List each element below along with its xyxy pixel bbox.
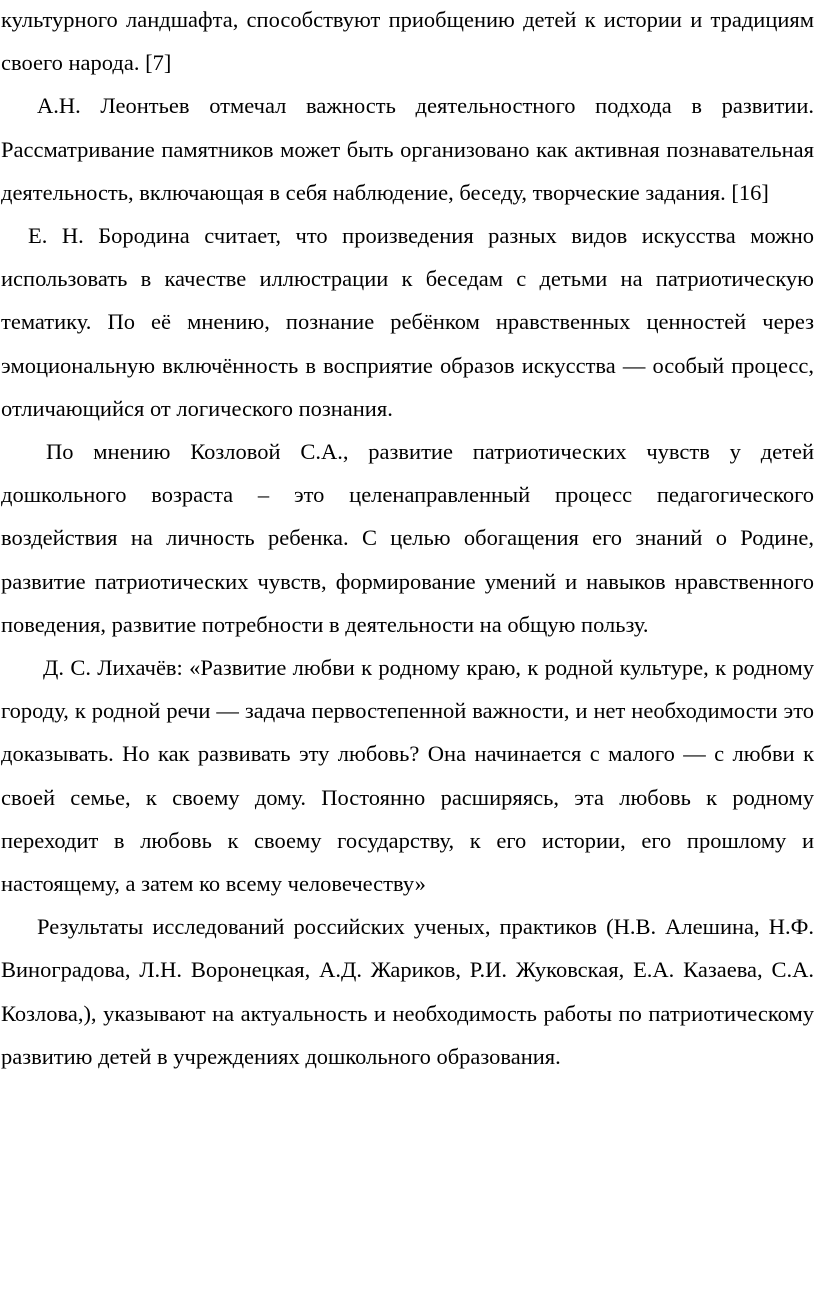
paragraph-leontiev: А.Н. Леонтьев отмечал важность деятельностного подхода в развитии. Рассматривание памятников может быть организовано как активная познавательная деятельность, включающая в себя наблюдение, беседу, творческие задания. [16] — [1, 93, 814, 205]
paragraph-kozlova: По мнению Козловой С.А., развитие патриотических чувств у детей дошкольного возраста – это целенаправленный процесс педагогического воздействия на личность ребенка. С целью обогащения его знаний о Родине, развитие патриотических чувств, формирование умений и навыков нравственного поведения, развитие потребности в деятельности на общую пользу. — [1, 439, 814, 637]
paragraph-continuation: культурного ландшафта, способствуют приобщению детей к истории и традициям своего народа. [7] — [1, 7, 814, 76]
paragraph-likhachev-quote: Д. С. Лихачёв: «Развитие любви к родному краю, к родной культуре, к родному городу, к родной речи — задача первостепенной важности, и нет необходимости это доказывать. Но как развивать эту любовь? Она начинается с малого — с любви к своей семье, к своему дому. Постоянно расширяясь, эта любовь к родному переходит в любовь к своему государству, к его истории, его прошлому и настоящему, а затем ко всему человечеству» — [1, 655, 814, 897]
paragraph-research-results: Результаты исследований российских ученых, практиков (Н.В. Алешина, Н.Ф. Виноградова, Л.Н. Воронецкая, А.Д. Жариков, Р.И. Жуковская, Е.А. Казаева, С.А. Козлова,), указывают на актуальность и необходимость работы по патриотическому развитию детей в учреждениях дошкольного образования. — [1, 914, 814, 1069]
paragraph-borodina: Е. Н. Бородина считает, что произведения разных видов искусства можно использовать в качестве иллюстрации к беседам с детьми на патриотическую тематику. По её мнению, познание ребёнком нравственных ценностей через эмоциональную включённость в восприятие образов искусства — особый процесс, отличающийся от логического познания. — [1, 223, 814, 421]
